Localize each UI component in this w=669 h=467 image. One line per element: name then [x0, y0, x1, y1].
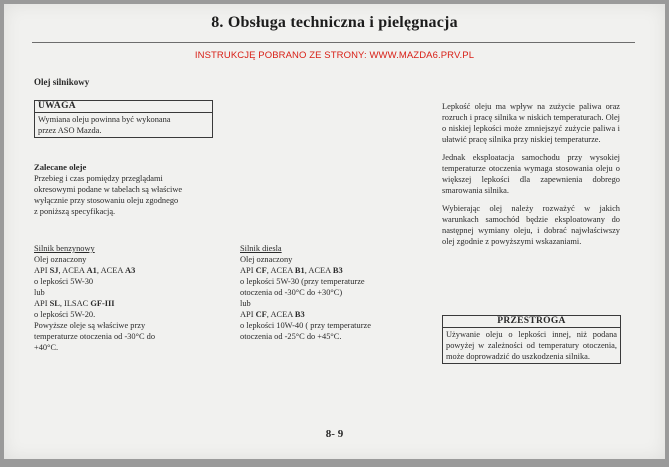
page-title: 8. Obsługa techniczna i pielęgnacja: [211, 14, 458, 31]
recommended-line: Przebieg i czas pomiędzy przeglądami: [34, 174, 163, 183]
petrol-note-line: temperaturze otoczenia od -30°C do: [34, 332, 156, 341]
petrol-designated: Olej oznaczony: [34, 255, 87, 264]
explanation-paragraph: Jednak eksploatacja samochodu przy wysokiej temperaturze otoczenia wymaga stosowania oleju o większej lepkości dla zapewnienia dobrego smarowania silnika.: [442, 153, 620, 195]
warning-box: [34, 100, 213, 138]
watermark-text: INSTRUKCJĘ POBRANO ZE STRONY: WWW.MAZDA6.PRV.PL: [194, 50, 475, 61]
warning-line: przez ASO Mazda.: [38, 126, 102, 135]
petrol-viscosity-2: o lepkości 5W-20.: [34, 310, 96, 319]
petrol-engine-section: [34, 243, 214, 353]
explanation-paragraph: Wybierając olej należy rozważyć w jakich warunkach samochód będzie eksploatowany do następnej wymiany oleju, i dobrać najwłaściwszy olej zgodnie z powyższymi wskazaniami.: [442, 204, 620, 246]
diesel-spec-2: API CF, ACEA B3: [240, 310, 305, 319]
diesel-designated: Olej oznaczony: [240, 255, 293, 264]
recommended-oils-heading: Zalecane oleje: [34, 162, 87, 172]
caution-label: PRZESTROGA: [443, 316, 620, 328]
petrol-note-line: +40°C.: [34, 343, 59, 352]
explanation-paragraph: Lepkość oleju ma wpływ na zużycie paliwa oraz rozruch i pracę silnika w niskich temperaturach. Olej o niskiej lepkości może zmniejszyć zużycie paliwa i ułatwić pracę silnika przy niskiej temperaturze.: [442, 102, 620, 144]
warning-label: UWAGA: [35, 101, 212, 113]
warning-body: [35, 113, 212, 137]
petrol-spec-2: API SL, ILSAC GF-III: [34, 299, 115, 308]
diesel-viscosity-2: o lepkości 10W-40 ( przy temperaturze: [240, 321, 371, 330]
recommended-line: wyłącznie przy stosowaniu oleju zgodnego: [34, 196, 179, 205]
caution-body: Używanie oleju o lepkości innej, niż podana powyżej w zależności od temperatury otoczenia, może doprowadzić do uszkodzenia silnika.: [446, 330, 617, 361]
diesel-engine-section: [240, 243, 420, 342]
recommended-line: z poniższą specyfikacją.: [34, 207, 116, 216]
petrol-viscosity-1: o lepkości 5W-30: [34, 277, 94, 286]
diesel-viscosity-1: o lepkości 5W-30 (przy temperaturze: [240, 277, 365, 286]
recommended-line: okresowymi podane w tabelach są właściwe: [34, 185, 183, 194]
diesel-or: lub: [240, 299, 251, 308]
petrol-note-line: Powyższe oleje są właściwe przy: [34, 321, 146, 330]
diesel-viscosity-1b: otoczenia od -30°C do +30°C): [240, 288, 343, 297]
diesel-engine-heading: Silnik diesla: [240, 244, 282, 253]
petrol-or: lub: [34, 288, 45, 297]
viscosity-explanation: [442, 101, 620, 254]
page-number: 8- 9: [325, 428, 344, 440]
caution-box: [442, 315, 621, 364]
title-rule: [32, 42, 635, 43]
recommended-oils-text: [34, 173, 214, 217]
diesel-spec-1: API CF, ACEA B1, ACEA B3: [240, 266, 343, 275]
diesel-viscosity-2b: otoczenia od -25°C do +45°C.: [240, 332, 342, 341]
manual-page: [4, 4, 665, 459]
petrol-spec-1: API SJ, ACEA A1, ACEA A3: [34, 266, 136, 275]
petrol-engine-heading: Silnik benzynowy: [34, 244, 95, 253]
section-heading: Olej silnikowy: [34, 77, 90, 87]
warning-line: Wymiana oleju powinna być wykonana: [38, 115, 171, 124]
